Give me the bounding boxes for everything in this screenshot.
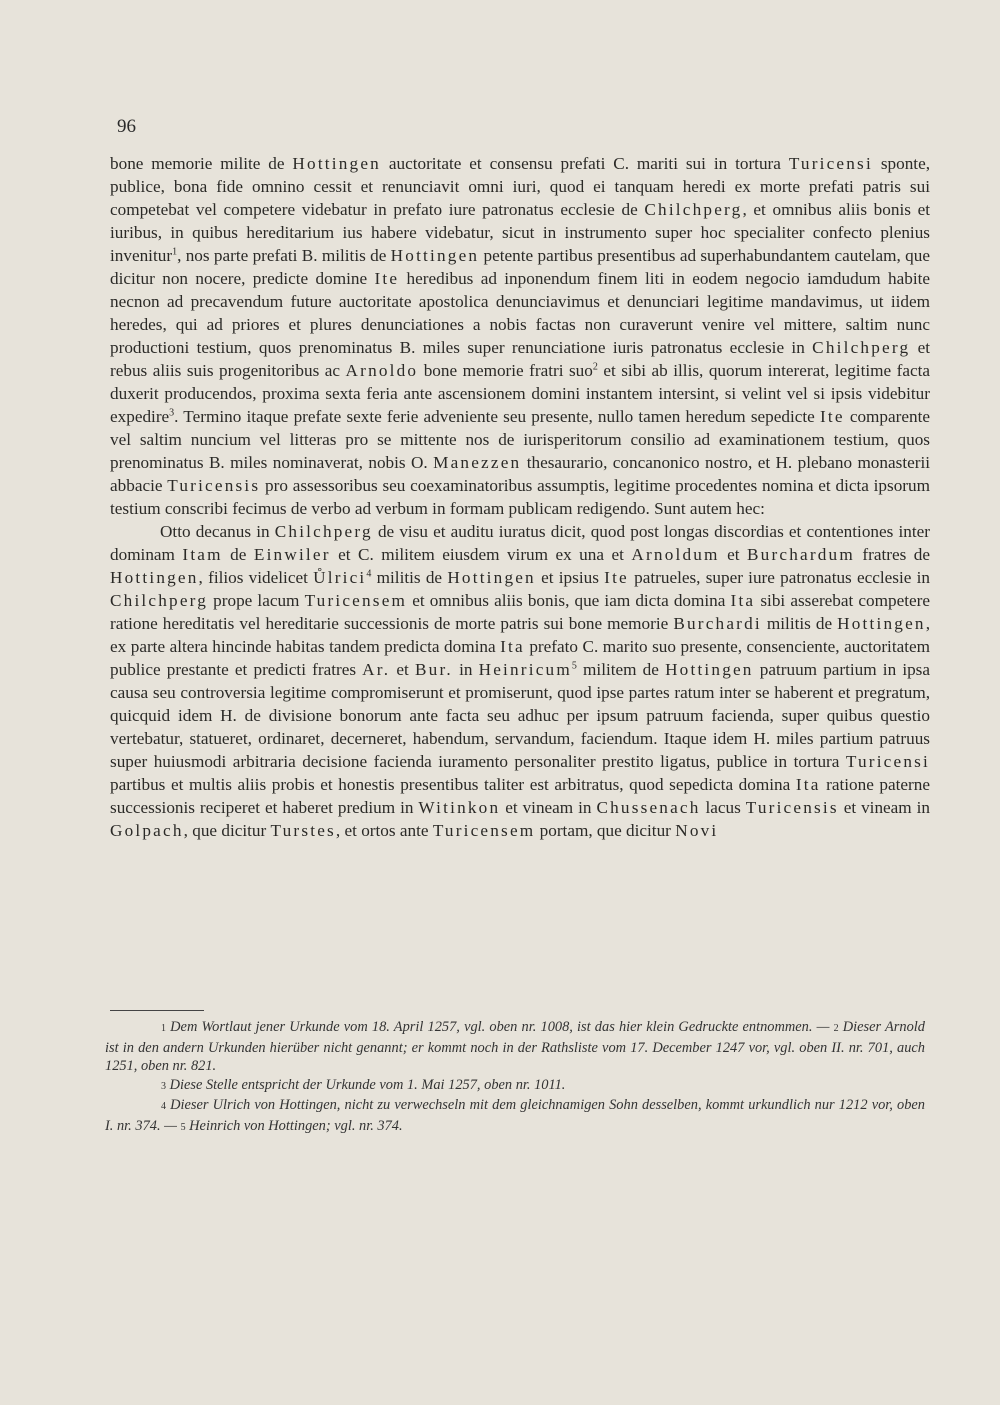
spaced-name: Chilchperg xyxy=(110,591,209,610)
spaced-name: Golpach xyxy=(110,821,184,840)
text-run: de visu et auditu iuratus dicit, quod post longas discordias et contentiones inter dominam xyxy=(110,522,930,564)
spaced-name: Turicensis xyxy=(745,798,839,817)
spaced-name: Manezzen xyxy=(433,453,522,472)
text-run: bone memorie fratri suo xyxy=(418,361,593,380)
text-run: militis de xyxy=(371,568,448,587)
text-run: in xyxy=(452,660,479,679)
text-run: patrueles, super iure patronatus ecclesie in xyxy=(628,568,930,587)
text-run: thesaurario, concanonico nostro, et H. plebano monasterii abbacie xyxy=(110,453,930,495)
text-run: militis de xyxy=(761,614,838,633)
spaced-name: Ita xyxy=(500,637,525,656)
text-run: Dieser Arnold ist in den andern Urkunden hierüber nicht genannt; er kommt noch in der Rathsliste vom 17. December 1247 vor, vgl. oben II. nr. 701, auch 1251, oben nr. 821. xyxy=(105,1019,925,1075)
footnote xyxy=(105,1018,925,1076)
text-run: sibi asserebat competere ratione hereditatis vel hereditarie successionis de morte patris sui bone memorie xyxy=(110,591,930,633)
text-run: , ex parte altera hincinde habitas tandem predicta domina xyxy=(110,614,930,656)
text-run: prefato C. marito suo presente, consenciente, auctoritatem publice prestante et predicti fratres xyxy=(110,637,930,679)
spaced-name: Chilchperg xyxy=(644,200,743,219)
text-run: , nos parte prefati B. militis de xyxy=(177,246,391,265)
text-run: ratione paterne successionis reciperet et haberet predium in xyxy=(110,775,931,817)
text-run: Dieser Ulrich von Hottingen, nicht zu verwechseln mit dem gleichnamigen Sohn desselben, kommt urkundlich nur 1212 vor, oben I. nr. 374. — xyxy=(105,1097,925,1134)
footnote xyxy=(105,1076,925,1097)
text-run: pro assessoribus seu coexaminatoribus assumptis, legitime procedentes nomina et dicta ipsorum testium conscribi fecimus de verbo ad verbum in formam publicam redigendo. Sunt autem hec: xyxy=(110,476,930,518)
text-run: prope lacum xyxy=(208,591,305,610)
spaced-name: Turicensem xyxy=(432,821,536,840)
footnote-divider xyxy=(110,1010,204,1011)
spaced-name: Turicensem xyxy=(304,591,408,610)
text-run: Otto decanus in xyxy=(160,522,275,541)
footnote-reference: 5 xyxy=(571,660,577,672)
text-run: lacus xyxy=(700,798,746,817)
spaced-name: Ita xyxy=(730,591,756,610)
text-run: heredibus ad inponendum finem liti in eodem negocio iamdudum habite necnon ad precavendum future auctoritate apostolica denunciavimus et denunciari legitime mandavimus, ut iidem heredes, qui ad priores et plures denunciationes a nobis factas non curaverunt venire vel mittere, saltim nunc productioni testium, quos prenominatus B. miles super renunciatione iuris patronatus ecclesie in xyxy=(110,269,930,357)
spaced-name: Burchardi xyxy=(673,614,762,633)
main-text xyxy=(110,152,930,842)
footnote-number: 2 xyxy=(833,1023,839,1034)
spaced-name: Hottingen xyxy=(110,568,199,587)
footnote-number: 3 xyxy=(161,1080,166,1092)
text-run: de xyxy=(222,545,254,564)
spaced-name: Witinkon xyxy=(418,798,501,817)
text-run: bone memorie milite de xyxy=(110,154,293,173)
spaced-name: Arnoldo xyxy=(345,361,419,380)
text-run: patruum partium in ipsa causa seu controversia legitime compromiserunt et promiserunt, quod ipse partes ratum inter se haberent et pregratum, quicquid idem H. de divisione bonorum ante facta seu adhuc per ipsum patruum facienda, super quibus questio vertebatur, statueret, ordinaret, decerneret, habendum, servandum, faciendum. Itaque idem H. miles partium patruus super huiusmodi arbitraria decisione facienda iuramento personaliter prestito ligatus, publice in tortura xyxy=(110,660,931,771)
spaced-name: Bur. xyxy=(414,660,453,679)
spaced-name: Ite xyxy=(819,407,845,426)
spaced-name: Novi xyxy=(675,821,719,840)
spaced-name: Chilchperg xyxy=(812,338,911,357)
text-run: partibus et multis aliis probis et honestis presentibus taliter est arbitratus, quod sepedicta domina xyxy=(110,775,796,794)
text-run: militem de xyxy=(576,660,666,679)
spaced-name: Chilchperg xyxy=(274,522,373,541)
footnotes xyxy=(105,1018,925,1138)
spaced-name: Turicensi xyxy=(845,752,930,771)
footnote-number: 4 xyxy=(161,1101,166,1113)
text-run: sponte, publice, bona fide omnino cessit et renunciavit omni iuri, quod ei tanquam heredi ex morte prefati patris sui competebat vel competere videbatur in prefato iure patronatus ecclesie de xyxy=(110,154,930,219)
spaced-name: Hottingen xyxy=(447,568,536,587)
spaced-name: Turstes xyxy=(270,821,336,840)
footnote-reference: 1 xyxy=(172,246,178,258)
spaced-name: Ůlrici xyxy=(313,568,367,587)
spaced-name: Turicensis xyxy=(167,476,261,495)
text-run: Diese Stelle entspricht der Urkunde vom 1. Mai 1257, oben nr. 1011. xyxy=(166,1076,566,1093)
paragraph xyxy=(110,520,930,842)
spaced-name: Arnoldum xyxy=(631,545,720,564)
footnote-reference: 4 xyxy=(366,568,372,580)
text-run: comparente vel saltim nuncium vel litteras pro se mittente nos de iurisperitorum consilio ad examinationem testium, quos prenominatus B. miles nominaverat, nobis O. xyxy=(110,407,930,472)
text-run: Dem Wortlaut jener Urkunde vom 18. April 1257, vgl. oben nr. 1008, ist das hier klein Gedruckte entnommen. — xyxy=(166,1019,834,1035)
text-run: fratres de xyxy=(854,545,930,564)
spaced-name: Turicensi xyxy=(788,154,873,173)
spaced-name: Ite xyxy=(604,568,629,587)
spaced-name: Hottingen xyxy=(292,154,381,173)
spaced-name: Ar. xyxy=(362,660,391,679)
text-run: et C. militem eiusdem virum ex una et xyxy=(330,545,632,564)
text-run: auctoritate et consensu prefati C. mariti sui in tortura xyxy=(380,154,789,173)
text-run: et xyxy=(390,660,415,679)
text-run: petente partibus presentibus ad superhabundantem cautelam, que dicitur non nocere, predicte domine xyxy=(110,246,930,288)
footnote-reference: 2 xyxy=(592,361,598,373)
spaced-name: Ita xyxy=(795,775,821,794)
spaced-name: Burchardum xyxy=(746,545,855,564)
footnote-reference: 3 xyxy=(169,407,175,419)
text-run: et omnibus aliis bonis, que iam dicta domina xyxy=(407,591,731,610)
spaced-name: Chussenach xyxy=(596,798,701,817)
text-run: et sibi ab illis, quorum intererat, legitime facta duxerit producendos, proxima sexta feria ante ascensionem domini instantem intersint, si velint vel si ipsis videbitur expedire xyxy=(110,361,930,426)
text-run: . Termino itaque prefate sexte ferie adveniente seu presente, nullo tamen heredum sepedicte xyxy=(174,407,820,426)
text-run: , et omnibus aliis bonis et iuribus, in quibus hereditarium ius habere videbatur, sicut in instrumento super hoc specialiter confecto plenius invenitur xyxy=(110,200,930,265)
spaced-name: Ite xyxy=(374,269,400,288)
text-run: Heinrich von Hottingen; vgl. nr. 374. xyxy=(185,1117,403,1134)
text-run: , filios videlicet xyxy=(198,568,314,587)
text-run: et vineam in xyxy=(500,798,597,817)
spaced-name: Hottingen xyxy=(837,614,926,633)
text-run: et vineam in xyxy=(838,798,930,817)
page-number: 96 xyxy=(117,116,136,137)
spaced-name: Einwiler xyxy=(253,545,331,564)
text-run: et xyxy=(719,545,747,564)
spaced-name: Hottingen xyxy=(665,660,754,679)
footnote-number: 5 xyxy=(180,1121,186,1133)
paragraph xyxy=(110,152,930,520)
footnote xyxy=(105,1096,925,1137)
text-run: et rebus aliis suis progenitoribus ac xyxy=(110,338,930,380)
text-run: , et ortos ante xyxy=(335,821,433,840)
text-run: , que dicitur xyxy=(183,821,271,840)
text-run: et ipsius xyxy=(535,568,605,587)
spaced-name: Hottingen xyxy=(390,246,480,265)
spaced-name: Itam xyxy=(182,545,223,564)
spaced-name: Heinricum xyxy=(478,660,572,679)
text-run: portam, que dicitur xyxy=(535,821,676,840)
footnote-number: 1 xyxy=(161,1023,166,1034)
